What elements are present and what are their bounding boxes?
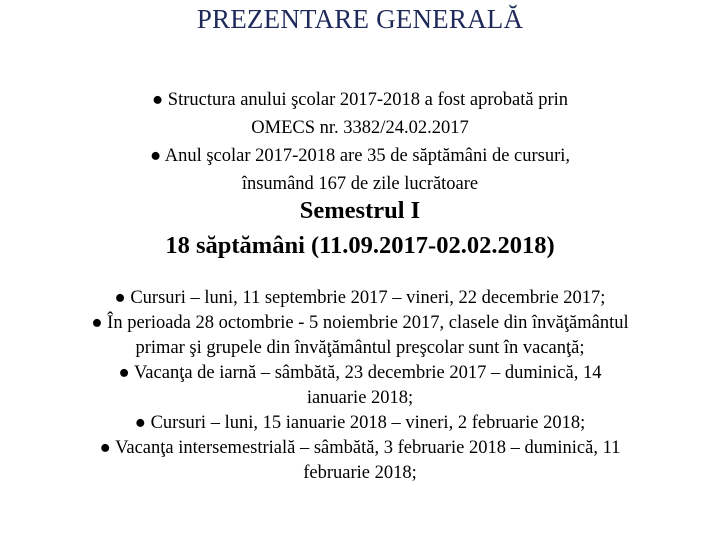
detail-line: ● În perioada 28 octombrie - 5 noiembrie 2017, clasele din învăţământul — [91, 313, 629, 333]
detail-line: ● Vacanţa intersemestrială – sâmbătă, 3 februarie 2018 – duminică, 11 — [99, 438, 621, 458]
detail-line: ● Vacanţa de iarnă – sâmbătă, 23 decembrie 2017 – duminică, 14 — [118, 363, 602, 383]
detail-line: ianuarie 2018; — [306, 388, 414, 408]
detail-line: ● Cursuri – luni, 15 ianuarie 2018 – vineri, 2 februarie 2018; — [134, 413, 586, 433]
semester-title: Semestrul I — [299, 197, 421, 224]
semester-details — [0, 286, 720, 486]
intro-line: OMECS nr. 3382/24.02.2017 — [251, 118, 469, 138]
semester-subtitle: 18 săptămâni (11.09.2017-02.02.2018) — [165, 232, 555, 259]
detail-line: ● Cursuri – luni, 11 septembrie 2017 – vineri, 22 decembrie 2017; — [114, 288, 606, 308]
intro-line: ● Anul şcolar 2017-2018 are 35 de săptămâni de cursuri, — [149, 146, 571, 166]
detail-line: primar şi grupele din învăţământul preşcolar sunt în vacanţă; — [135, 338, 585, 358]
intro-paragraph — [0, 86, 720, 198]
detail-line: februarie 2018; — [303, 463, 417, 483]
semester-heading — [0, 193, 720, 263]
intro-line: ● Structura anului şcolar 2017-2018 a fost aprobată prin — [151, 90, 568, 110]
slide-title: PREZENTARE GENERALĂ — [196, 4, 524, 34]
intro-line: însumând 167 de zile lucrătoare — [241, 174, 479, 194]
